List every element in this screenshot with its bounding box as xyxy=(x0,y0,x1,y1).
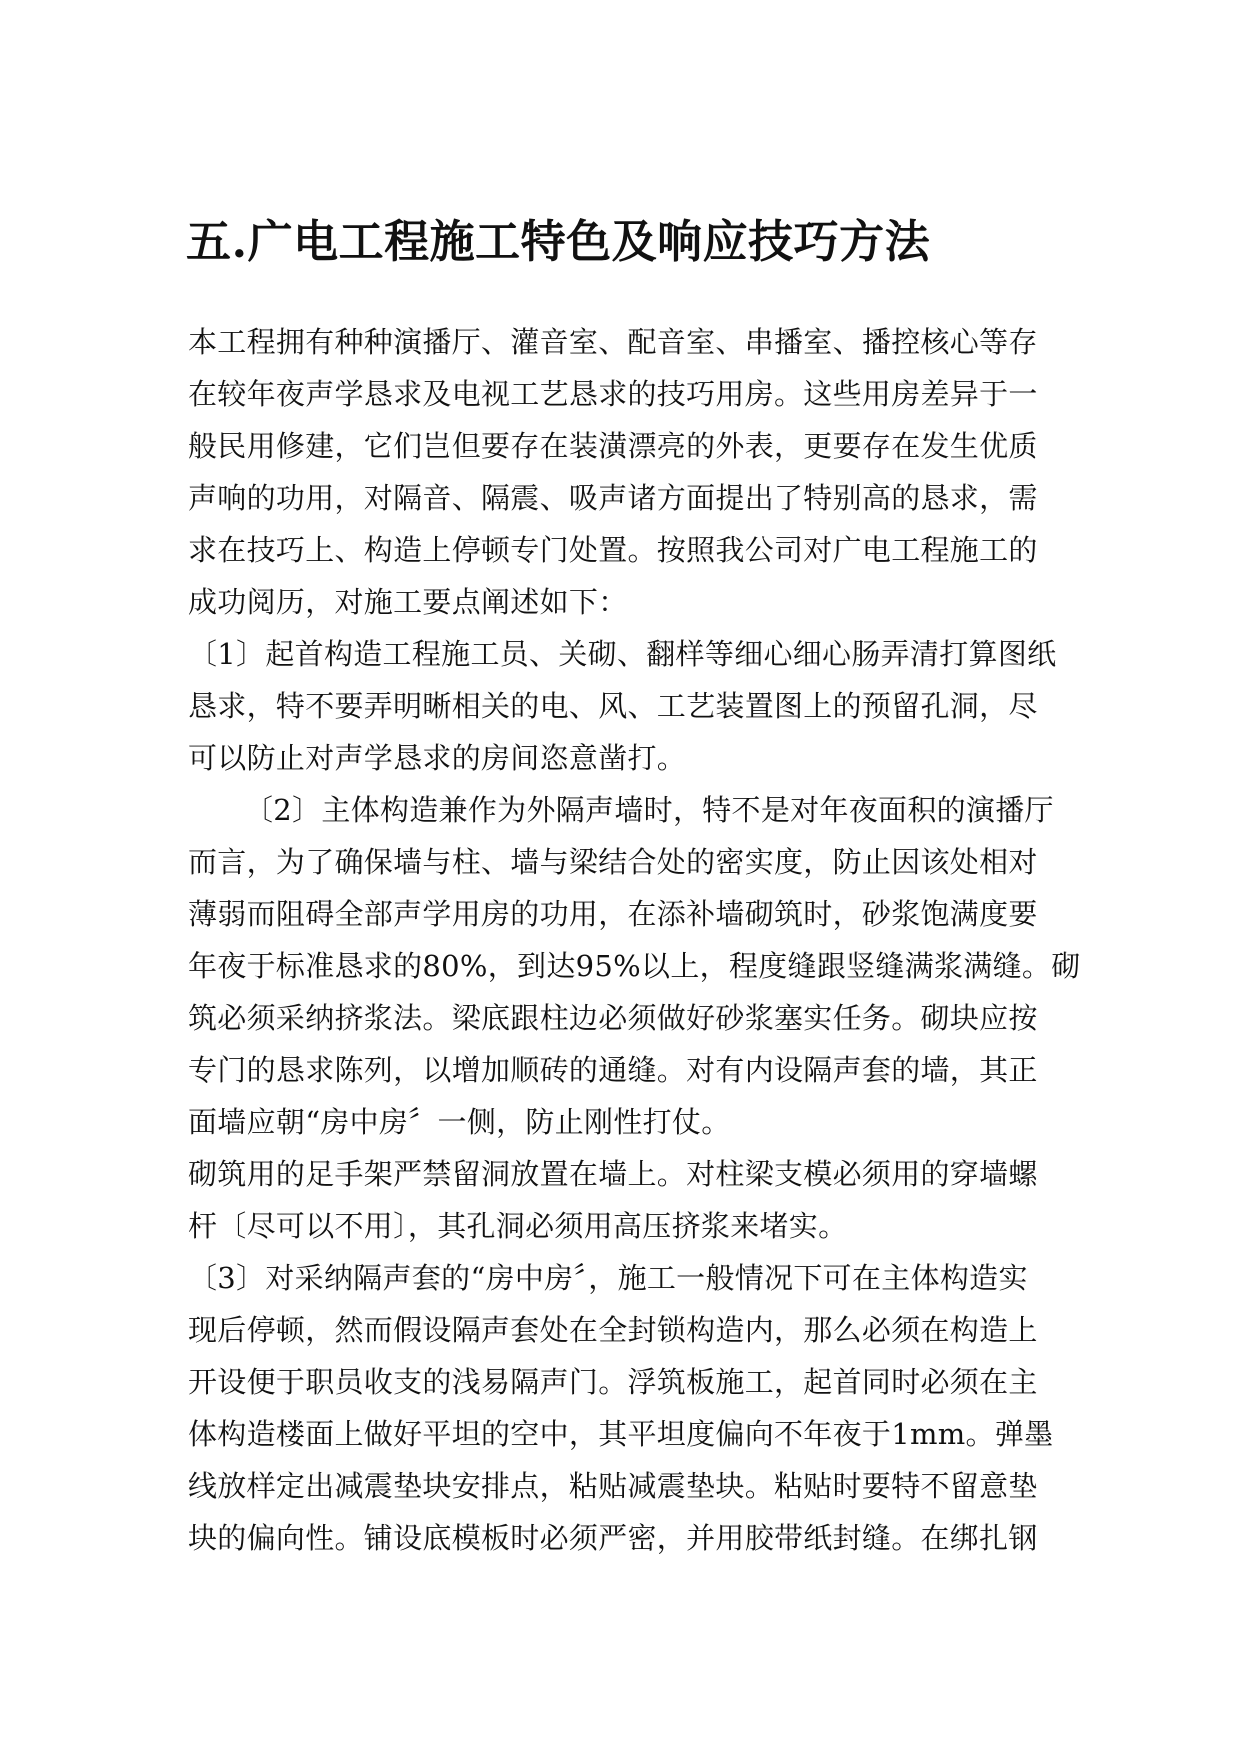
paragraph-line: 筑必须采纳挤浆法。梁底跟柱边必须做好砂浆塞实任务。砌块应按 xyxy=(188,1001,1038,1035)
paragraph-line: 成功阅历，对施工要点阐述如下： xyxy=(188,585,628,619)
paragraph-line: 在较年夜声学恳求及电视工艺恳求的技巧用房。这些用房差异于一 xyxy=(188,377,1038,411)
paragraph-line: 〔1〕起首构造工程施工员、关砌、翻样等细心细心肠弄清打算图纸 xyxy=(188,637,1057,671)
document-body xyxy=(188,316,1081,1564)
paragraph-line: 〔3〕对采纳隔声套的“房中房〞，施工一般情况下可在主体构造实 xyxy=(188,1261,1028,1295)
paragraph-line: 面墙应朝“房中房〞一侧，防止刚性打仗。 xyxy=(188,1105,731,1139)
paragraph-line: 可以防止对声学恳求的房间恣意凿打。 xyxy=(188,741,687,775)
paragraph-line: 本工程拥有种种演播厅、灌音室、配音室、串播室、播控核心等存 xyxy=(188,325,1038,359)
paragraph-line: 杆〔尽可以不用〕，其孔洞必须用高压挤浆来堵实。 xyxy=(188,1209,848,1243)
paragraph-line: 薄弱而阻碍全部声学用房的功用，在添补墙砌筑时，砂浆饱满度要 xyxy=(188,897,1038,931)
paragraph-line: 求在技巧上、构造上停顿专门处置。按照我公司对广电工程施工的 xyxy=(188,533,1038,567)
paragraph-line: 而言，为了确保墙与柱、墙与梁结合处的密实度，防止因该处相对 xyxy=(188,845,1038,879)
paragraph-line: 〔2〕主体构造兼作为外隔声墙时，特不是对年夜面积的演播厅 xyxy=(244,793,1054,827)
paragraph-line: 砌筑用的足手架严禁留洞放置在墙上。对柱梁支模必须用的穿墙螺 xyxy=(188,1157,1038,1191)
paragraph-line: 专门的恳求陈列，以增加顺砖的通缝。对有内设隔声套的墙，其正 xyxy=(188,1053,1038,1087)
document-title: 五.广电工程施工特色及响应技巧方法 xyxy=(186,215,931,268)
paragraph-line: 块的偏向性。铺设底模板时必须严密，并用胶带纸封缝。在绑扎钢 xyxy=(188,1521,1038,1555)
paragraph-line: 现后停顿，然而假设隔声套处在全封锁构造内，那么必须在构造上 xyxy=(188,1313,1038,1347)
paragraph-line: 声响的功用，对隔音、隔震、吸声诸方面提出了特别高的恳求，需 xyxy=(188,481,1038,515)
paragraph-line: 恳求，特不要弄明晰相关的电、风、工艺装置图上的预留孔洞，尽 xyxy=(188,689,1038,723)
paragraph-line: 开设便于职员收支的浅易隔声门。浮筑板施工，起首同时必须在主 xyxy=(188,1365,1038,1399)
paragraph-line: 般民用修建，它们岂但要存在装潢漂亮的外表，更要存在发生优质 xyxy=(188,429,1038,463)
paragraph-line: 体构造楼面上做好平坦的空中，其平坦度偏向不年夜于1mm。弹墨 xyxy=(188,1417,1054,1451)
paragraph-line: 线放样定出减震垫块安排点，粘贴减震垫块。粘贴时要特不留意垫 xyxy=(188,1469,1038,1503)
paragraph-line: 年夜于标准恳求的80%，到达95%以上，程度缝跟竖缝满浆满缝。砌 xyxy=(188,949,1081,983)
